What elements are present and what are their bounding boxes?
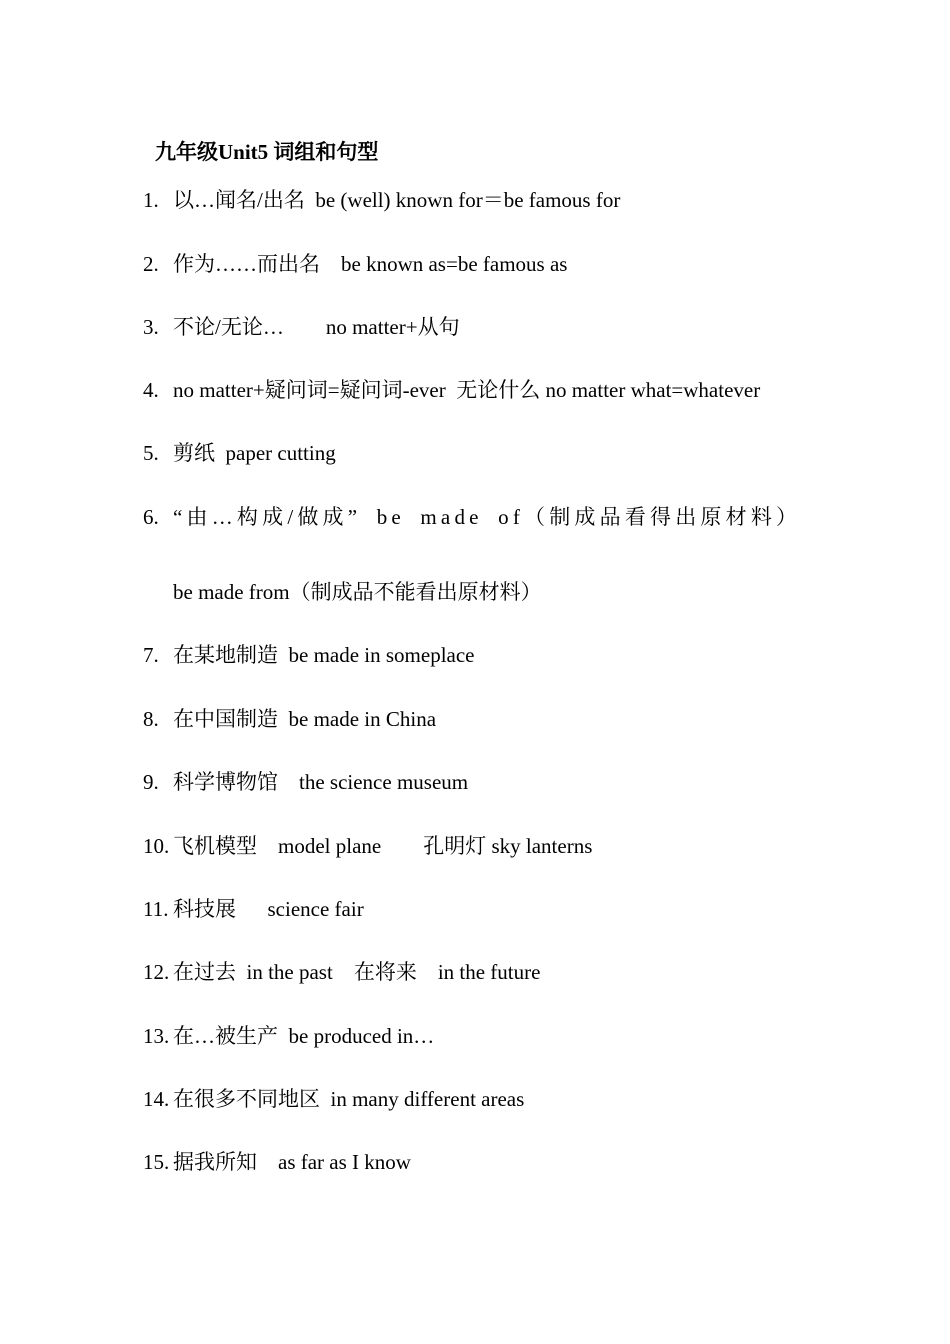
item-number: 5. bbox=[143, 441, 159, 465]
item-number: 8. bbox=[143, 707, 159, 731]
list-item bbox=[143, 186, 620, 214]
item-number: 4. bbox=[143, 378, 159, 402]
list-item bbox=[143, 832, 592, 860]
list-item bbox=[143, 895, 364, 923]
item-text: be made from（制成品不能看出原材料） bbox=[173, 580, 542, 604]
item-text: 科技展 science fair bbox=[173, 897, 364, 921]
list-item bbox=[143, 250, 567, 278]
item-text: 在中国制造 be made in China bbox=[173, 707, 437, 731]
list-item bbox=[143, 768, 468, 796]
item-text: “由…构成/做成” be made of（制成品看得出原材料） bbox=[173, 505, 802, 529]
item-text: 以…闻名/出名 be (well) known for＝be famous for bbox=[173, 188, 621, 212]
list-item bbox=[143, 705, 436, 733]
item-number: 11. bbox=[143, 897, 169, 921]
list-item bbox=[143, 1085, 524, 1113]
item-number: 6. bbox=[143, 505, 159, 529]
list-item bbox=[143, 503, 801, 531]
list-item bbox=[143, 439, 336, 467]
list-item bbox=[143, 313, 460, 341]
item-number: 9. bbox=[143, 770, 159, 794]
item-text: 在…被生产 be produced in… bbox=[173, 1024, 435, 1048]
item-text: no matter+疑问词=疑问词-ever 无论什么 no matter what=whatever bbox=[173, 378, 761, 402]
item-number: 10. bbox=[143, 834, 170, 858]
list-item bbox=[143, 958, 540, 986]
item-number: 1. bbox=[143, 188, 159, 212]
list-item bbox=[143, 1148, 411, 1176]
item-text: 飞机模型 model plane 孔明灯 sky lanterns bbox=[173, 834, 593, 858]
item-text: 在某地制造 be made in someplace bbox=[173, 643, 475, 667]
list-item-continuation bbox=[173, 578, 542, 606]
list-item bbox=[143, 641, 475, 669]
item-text: 据我所知 as far as I know bbox=[173, 1150, 411, 1174]
item-text: 剪纸 paper cutting bbox=[173, 441, 336, 465]
item-number: 12. bbox=[143, 960, 170, 984]
item-text: 科学博物馆 the science museum bbox=[173, 770, 469, 794]
item-text: 在过去 in the past 在将来 in the future bbox=[173, 960, 541, 984]
document-title: 九年级Unit5 词组和句型 bbox=[155, 140, 379, 164]
item-number: 15. bbox=[143, 1150, 170, 1174]
item-number: 7. bbox=[143, 643, 159, 667]
item-number: 3. bbox=[143, 315, 159, 339]
item-text: 不论/无论… no matter+从句 bbox=[173, 315, 460, 339]
item-number: 14. bbox=[143, 1087, 170, 1111]
list-item bbox=[143, 376, 760, 404]
item-number: 2. bbox=[143, 252, 159, 276]
list-item bbox=[143, 1022, 434, 1050]
item-number: 13. bbox=[143, 1024, 170, 1048]
item-text: 作为……而出名 be known as=be famous as bbox=[173, 252, 568, 276]
item-text: 在很多不同地区 in many different areas bbox=[173, 1087, 525, 1111]
